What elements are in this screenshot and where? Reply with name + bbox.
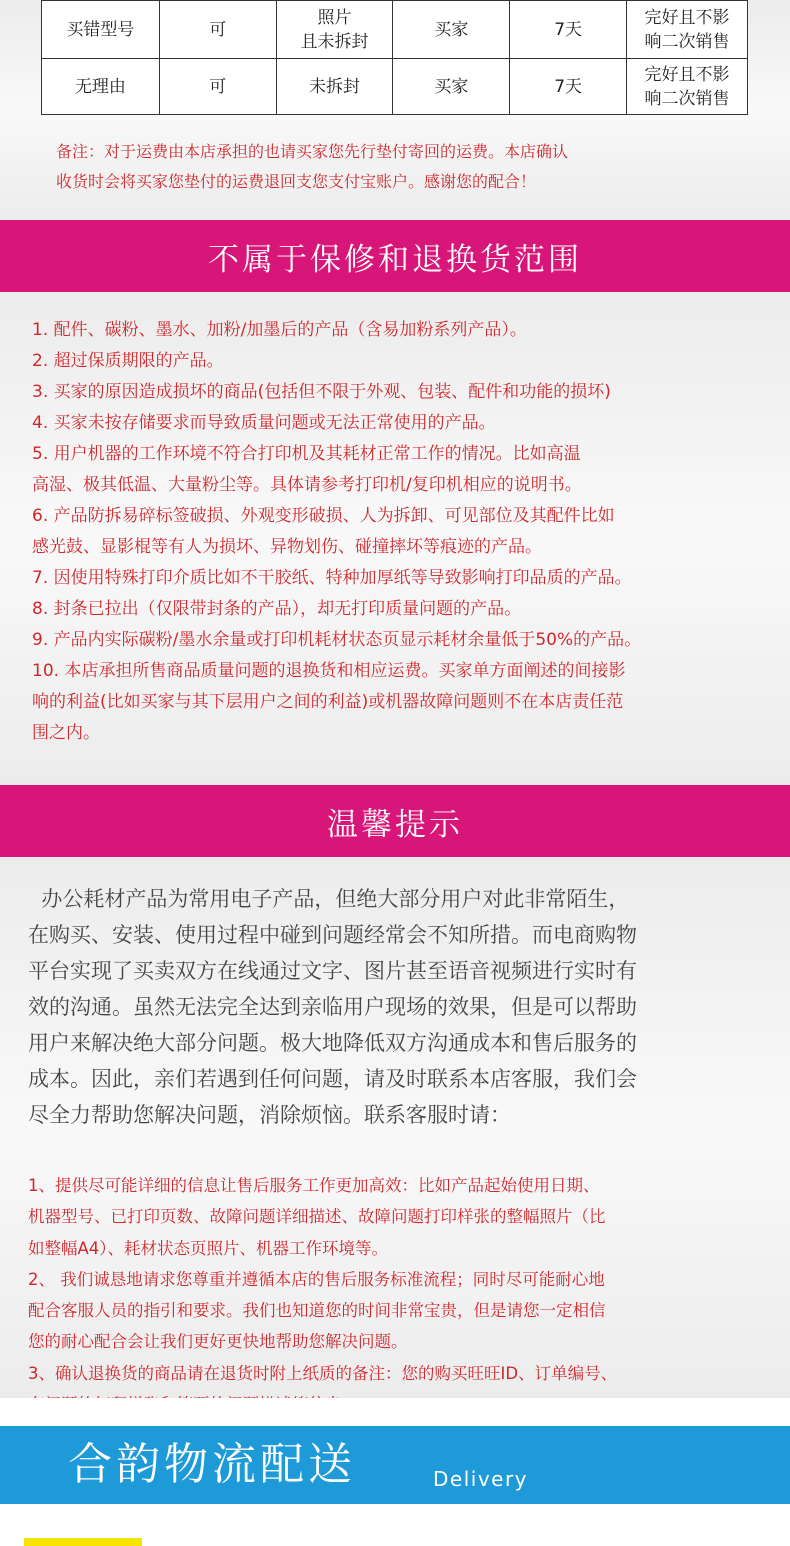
table-cell-text: 无理由 (74, 76, 126, 97)
shipping-note-line: 备注：对于运费由本店承担的也请买家您先行垫付寄回的运费。本店确认 (56, 142, 569, 161)
table-row (42, 1, 748, 59)
delivery-banner (0, 1426, 790, 1504)
section-spacer (0, 1398, 790, 1426)
table-cell-text: 可 (209, 19, 227, 40)
tips-body-line: 用户来解决绝大部分问题。极大地降低双方沟通成本和售后服务的 (28, 1031, 637, 1055)
table-cell (510, 1, 627, 59)
exclusion-line: 感光鼓、显影棍等有人为损坏、异物划伤、碰撞摔坏等痕迹的产品。 (32, 537, 542, 557)
exclusion-line: 10. 本店承担所售商品质量问题的退换货和相应运费。买家单方面阐述的间接影 (32, 661, 626, 681)
tips-body-line: 效的沟通。虽然无法完全达到亲临用户现场的效果，但是可以帮助 (28, 995, 637, 1019)
table-cell (159, 59, 276, 115)
tips-body (28, 881, 778, 1133)
tips-body-line: 尽全力帮助您解决问题，消除烦恼。联系客服时请： (28, 1103, 511, 1127)
table-row (42, 59, 748, 115)
exclusions-section (0, 292, 790, 785)
exclusion-line: 高湿、极其低温、大量粉尘等。具体请参考打印机/复印机相应的说明书。 (32, 475, 582, 495)
table-cell-text: 可 (209, 76, 227, 97)
tips-contact-line: 您的耐心配合会让我们更好更快地帮助您解决问题。 (28, 1332, 408, 1352)
table-cell (393, 59, 510, 115)
tips-contact-line: 如整幅A4）、耗材状态页照片、机器工作环境等。 (28, 1238, 389, 1258)
table-cell-text: 响二次销售 (644, 31, 730, 52)
delivery-content-start (0, 1504, 790, 1546)
table-cell-text: 完好且不影 (644, 64, 730, 85)
tips-body-line: 成本。因此，亲们若遇到任何问题，请及时联系本店客服，我们会 (28, 1067, 637, 1091)
exclusion-line: 9. 产品内实际碳粉/墨水余量或打印机耗材状态页显示耗材余量低于50%的产品。 (32, 630, 642, 650)
table-cell (627, 1, 748, 59)
tips-title: 温馨提示 (327, 806, 463, 843)
exclusion-line: 围之内。 (32, 723, 100, 743)
table-cell-text: 买家 (434, 19, 469, 40)
table-cell (510, 59, 627, 115)
exclusion-line: 1. 配件、碳粉、墨水、加粉/加墨后的产品（含易加粉系列产品）。 (32, 320, 527, 340)
tips-contact-line: 1、提供尽可能详细的信息让售后服务工作更加高效：比如产品起始使用日期、 (28, 1176, 600, 1195)
table-cell (627, 59, 748, 115)
exclusion-line: 响的利益(比如买家与其下层用户之间的利益)或机器故障问题则不在本店责任范 (32, 692, 624, 712)
exclusion-line: 7. 因使用特殊打印介质比如不干胶纸、特种加厚纸等导致影响打印品质的产品。 (32, 568, 632, 588)
tips-contact-line: 3、确认退换货的商品请在退货时附上纸质的备注：您的购买旺旺ID、订单编号、 (28, 1363, 618, 1383)
table-cell-text: 未拆封 (309, 76, 361, 97)
return-policy-section (0, 0, 790, 220)
tips-section (0, 857, 790, 1398)
tips-banner (0, 785, 790, 857)
table-cell (159, 1, 276, 59)
table-cell (42, 59, 160, 115)
table-cell-text: 且未拆封 (300, 31, 369, 52)
table-cell-text: 完好且不影 (644, 7, 730, 28)
table-cell-text: 7天 (554, 76, 583, 97)
table-cell-text: 7天 (554, 19, 583, 40)
exclusions-title: 不属于保修和退换货范围 (208, 241, 582, 278)
exclusion-line: 2. 超过保质期限的产品。 (32, 351, 224, 371)
table-cell-text: 照片 (317, 7, 352, 28)
shipping-note-line: 收货时会将买家您垫付的运费退回支您支付宝账户。感谢您的配合！ (56, 172, 537, 191)
table-cell (42, 1, 160, 59)
tips-contact-line: 2、 我们诚恳地请求您尊重并遵循本店的售后服务标准流程；同时尽可能耐心地 (28, 1269, 605, 1289)
exclusion-line: 5. 用户机器的工作环境不符合打印机及其耗材正常工作的情况。比如高温 (32, 444, 581, 464)
tips-contact-line: 配合客服人员的指引和要求。我们也知道您的时间非常宝贵，但是请您一定相信 (28, 1301, 606, 1321)
shipping-note (56, 137, 756, 197)
table-cell-text: 买家 (434, 76, 469, 97)
exclusion-line: 8. 封条已拉出（仅限带封条的产品），却无打印质量问题的产品。 (32, 599, 522, 619)
tips-body-line: 平台实现了买卖双方在线通过文字、图片甚至语音视频进行实时有 (28, 959, 637, 983)
table-cell-text: 响二次销售 (644, 88, 730, 109)
tips-contact-line: 机器型号、已打印页数、故障问题详细描述、故障问题打印样张的整幅照片（比 (28, 1207, 606, 1227)
table-cell (393, 1, 510, 59)
tips-body-line: 办公耗材产品为常用电子产品，但绝大部分用户对此非常陌生， (28, 887, 630, 911)
exclusions-list (32, 315, 788, 749)
exclusion-line: 3. 买家的原因造成损坏的商品(包括但不限于外观、包装、配件和功能的损坏) (32, 382, 611, 402)
tips-contact-list (28, 1170, 788, 1420)
tips-body-line: 在购买、安装、使用过程中碰到问题经常会不知所措。而电商购物 (28, 923, 637, 947)
exclusion-line: 6. 产品防拆易碎标签破损、外观变形破损、人为拆卸、可见部位及其配件比如 (32, 506, 615, 526)
exclusions-banner (0, 220, 790, 292)
table-cell (276, 1, 393, 59)
table-cell (276, 59, 393, 115)
yellow-accent-bar (24, 1538, 142, 1546)
table-cell-text: 买错型号 (66, 19, 135, 40)
delivery-subtitle: Delivery (433, 1467, 529, 1491)
return-policy-table (41, 0, 748, 115)
exclusion-line: 4. 买家未按存储要求而导致质量问题或无法正常使用的产品。 (32, 413, 496, 433)
delivery-title: 合韵物流配送 (68, 1439, 356, 1490)
